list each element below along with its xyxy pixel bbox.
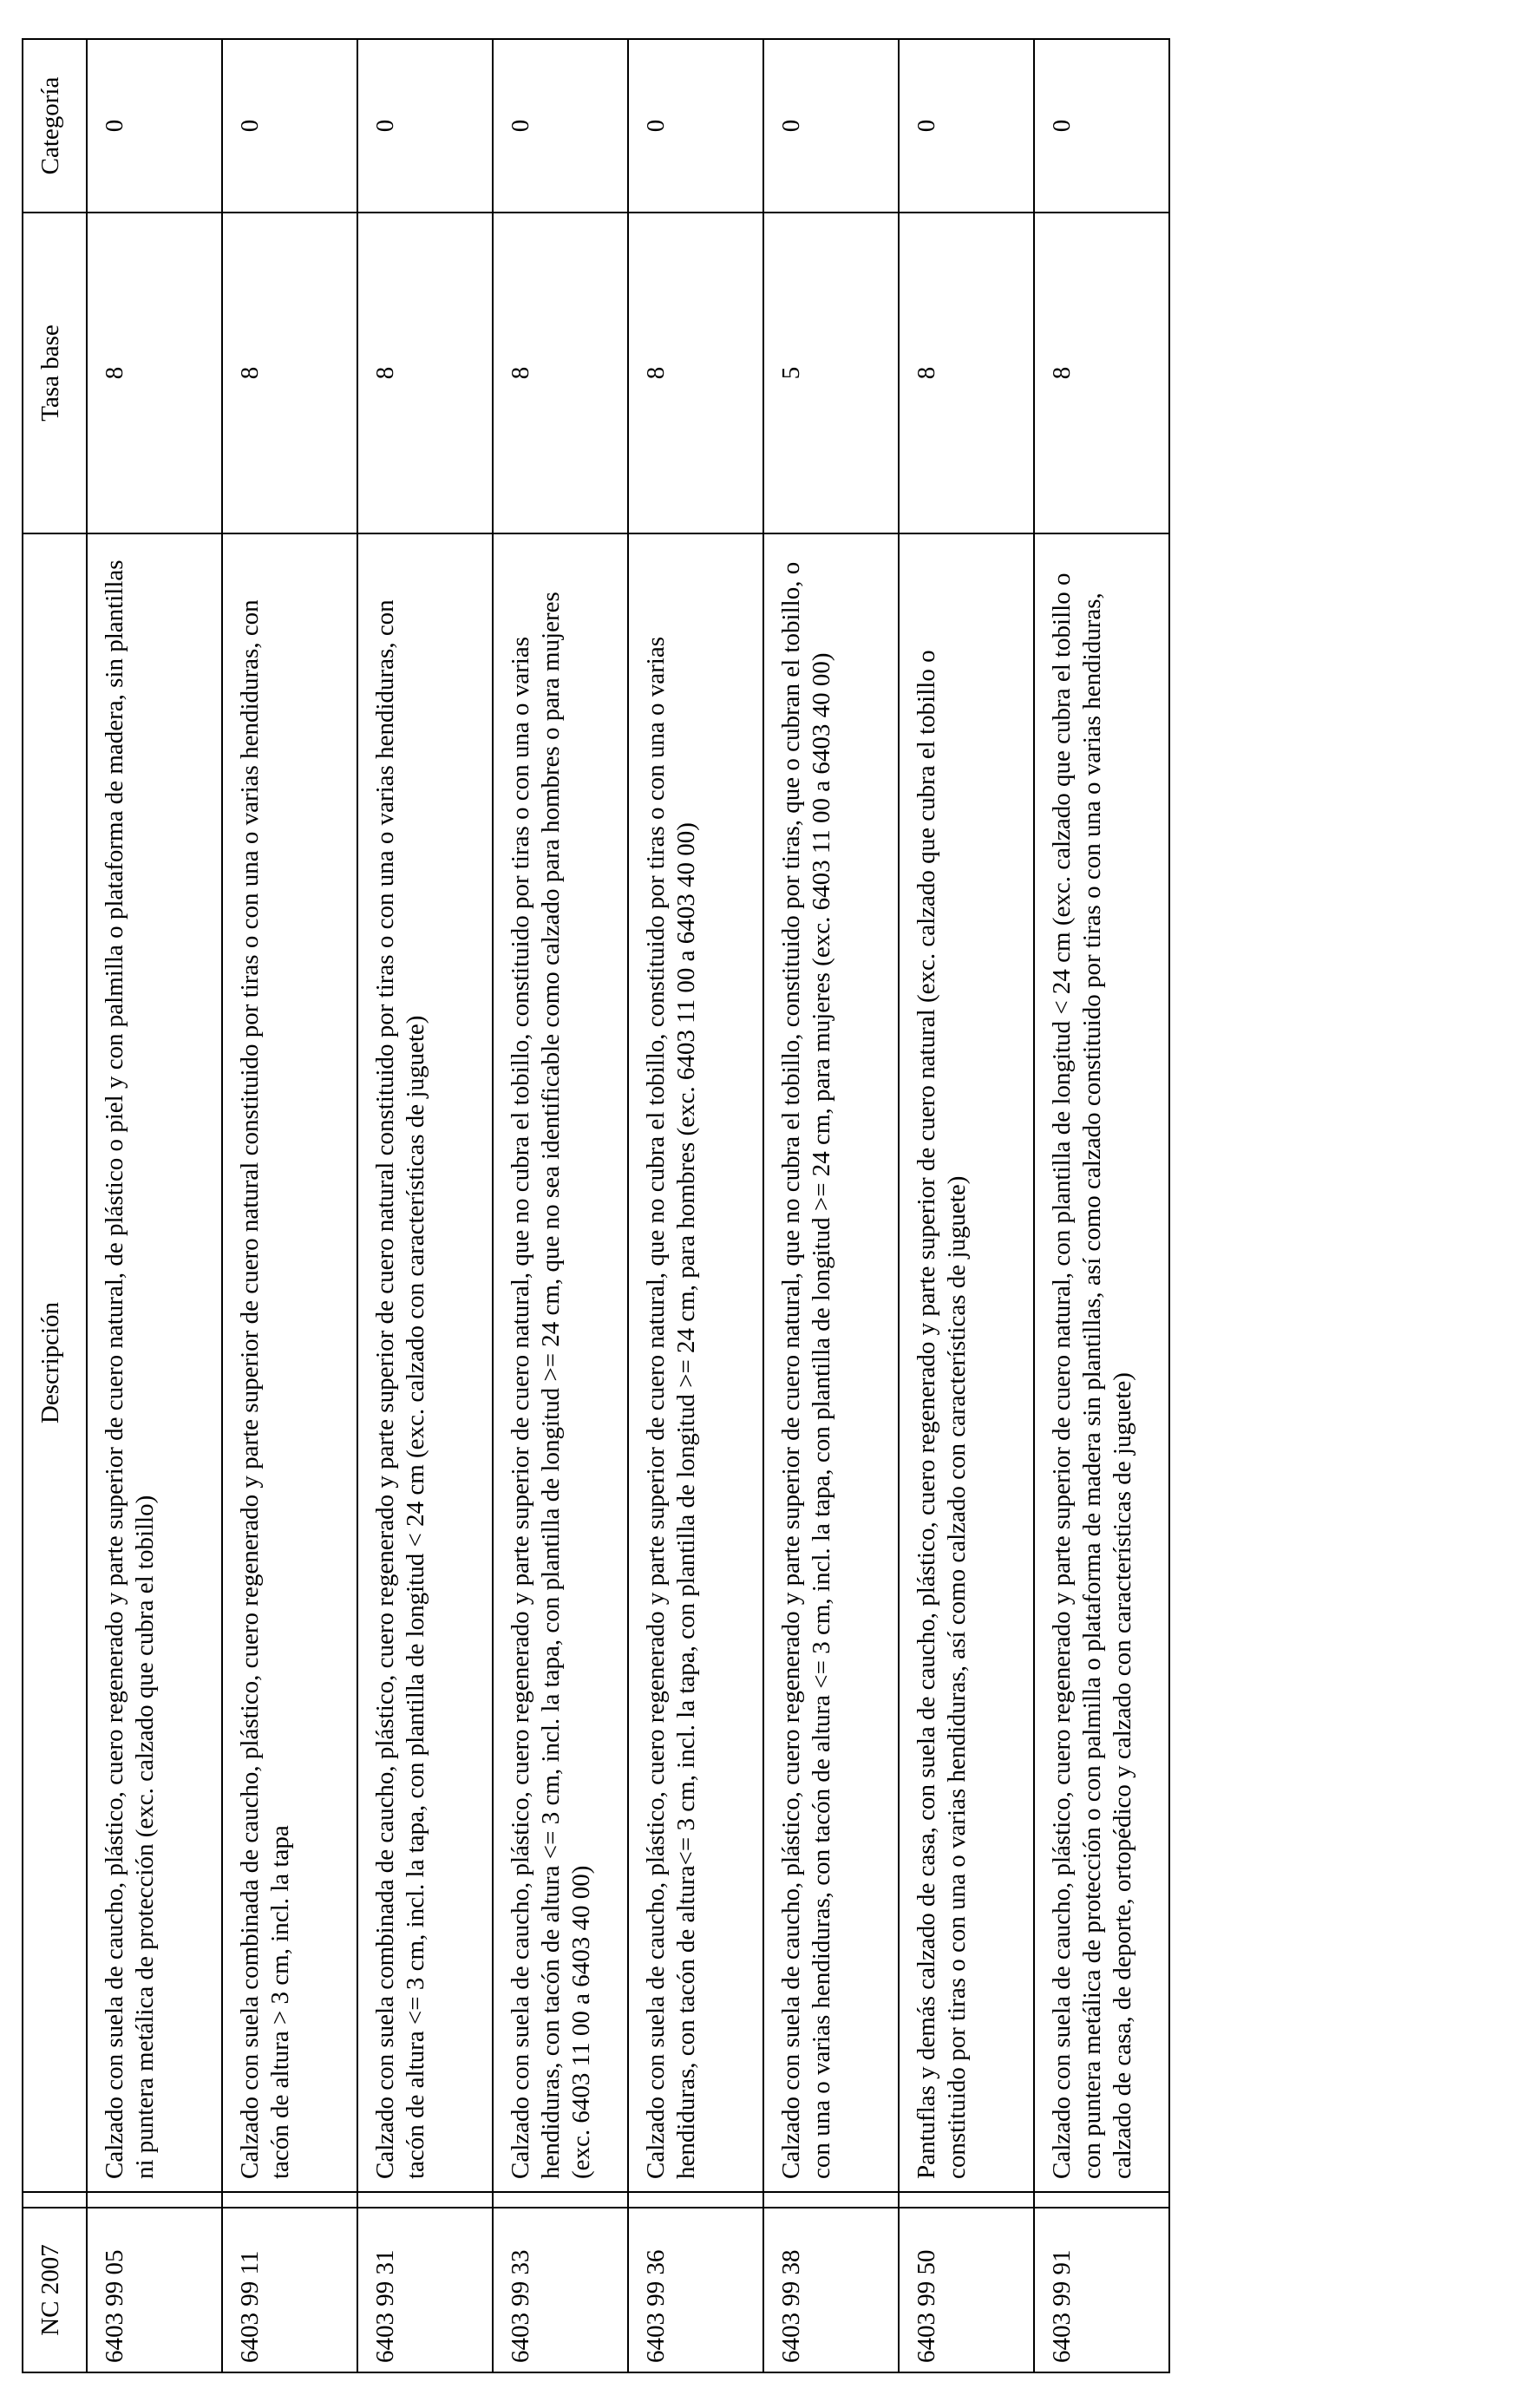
- cell-spacer: [493, 2192, 628, 2208]
- cell-description: Calzado con suela de caucho, plástico, cuero regenerado y parte superior de cuero natural, con plantilla de longitud < 24 cm (exc. calzado que cubra el tobillo o con puntera metálica de protección o con palmilla o plataforma de madera sin plantillas, así como calzado constituido por tiras o con una o varias hendiduras, calzado de casa, de deporte, ortopédico y calzado con características de juguete): [1034, 533, 1169, 2192]
- cell-spacer: [222, 2192, 357, 2208]
- cell-tasa-base: 8: [628, 213, 763, 533]
- cell-code: 6403 99 36: [628, 2208, 763, 2372]
- header-nc-2007: NC 2007: [23, 2208, 87, 2372]
- header-spacer: [23, 2192, 87, 2208]
- cell-code: 6403 99 31: [357, 2208, 493, 2372]
- cell-categoria: 0: [222, 39, 357, 213]
- cell-description: Calzado con suela de caucho, plástico, cuero regenerado y parte superior de cuero natural, que no cubra el tobillo, constituido por tiras, que o cubran el tobillo, o con una o varias hendiduras, con tacón de altura <= 3 cm, incl. la tapa, con plantilla de longitud >= 24 cm, para mujeres (exc. 6403 11 00 a 6403 40 00): [763, 533, 899, 2192]
- table-row: [899, 39, 1034, 2372]
- cell-description: Calzado con suela de caucho, plástico, cuero regenerado y parte superior de cuero natural, que no cubra el tobillo, constituido por tiras o con una o varias hendiduras, con tacón de altura <= 3 cm, incl. la tapa, con plantilla de longitud >= 24 cm, que no sea identificable como calzado para hombres o para mujeres (exc. 6403 11 00 a 6403 40 00): [493, 533, 628, 2192]
- cell-categoria: 0: [763, 39, 899, 213]
- cell-spacer: [1034, 2192, 1169, 2208]
- cell-tasa-base: 8: [1034, 213, 1169, 533]
- cell-spacer: [357, 2192, 493, 2208]
- cell-description: Calzado con suela de caucho, plástico, cuero regenerado y parte superior de cuero natural, de plástico o piel y con palmilla o plataforma de madera, sin plantillas ni puntera metálica de protección (exc. calzado que cubra el tobillo): [87, 533, 222, 2192]
- cell-tasa-base: 8: [87, 213, 222, 533]
- header-descripcion: Descripción: [23, 533, 87, 2192]
- cell-code: 6403 99 38: [763, 2208, 899, 2372]
- cell-categoria: 0: [357, 39, 493, 213]
- cell-description: Calzado con suela de caucho, plástico, cuero regenerado y parte superior de cuero natural, que no cubra el tobillo, constituido por tiras o con una o varias hendiduras, con tacón de altura<= 3 cm, incl. la tapa, con plantilla de longitud >= 24 cm, para hombres (exc. 6403 11 00 a 6403 40 00): [628, 533, 763, 2192]
- cell-categoria: 0: [493, 39, 628, 213]
- cell-tasa-base: 5: [763, 213, 899, 533]
- cell-code: 6403 99 11: [222, 2208, 357, 2372]
- tariff-table: [22, 38, 1170, 2373]
- cell-categoria: 0: [1034, 39, 1169, 213]
- table-row: [628, 39, 763, 2372]
- cell-tasa-base: 8: [493, 213, 628, 533]
- cell-spacer: [899, 2192, 1034, 2208]
- table-header-row: [23, 39, 87, 2372]
- cell-spacer: [763, 2192, 899, 2208]
- cell-code: 6403 99 91: [1034, 2208, 1169, 2372]
- cell-tasa-base: 8: [899, 213, 1034, 533]
- cell-code: 6403 99 33: [493, 2208, 628, 2372]
- cell-categoria: 0: [899, 39, 1034, 213]
- table-row: [1034, 39, 1169, 2372]
- cell-description: Calzado con suela combinada de caucho, plástico, cuero regenerado y parte superior de cuero natural constituido por tiras o con una o varias hendiduras, con tacón de altura > 3 cm, incl. la tapa: [222, 533, 357, 2192]
- table-row: [87, 39, 222, 2372]
- cell-tasa-base: 8: [222, 213, 357, 533]
- cell-categoria: 0: [628, 39, 763, 213]
- cell-code: 6403 99 05: [87, 2208, 222, 2372]
- cell-spacer: [628, 2192, 763, 2208]
- cell-spacer: [87, 2192, 222, 2208]
- cell-description: Calzado con suela combinada de caucho, plástico, cuero regenerado y parte superior de cuero natural constituido por tiras o con una o varias hendiduras, con tacón de altura <= 3 cm, incl. la tapa, con plantilla de longitud < 24 cm (exc. calzado con características de juguete): [357, 533, 493, 2192]
- table-row: [493, 39, 628, 2372]
- table-row: [222, 39, 357, 2372]
- cell-categoria: 0: [87, 39, 222, 213]
- cell-tasa-base: 8: [357, 213, 493, 533]
- table-row: [763, 39, 899, 2372]
- header-tasa-base: Tasa base: [23, 213, 87, 533]
- cell-description: Pantuflas y demás calzado de casa, con suela de caucho, plástico, cuero regenerado y parte superior de cuero natural (exc. calzado que cubra el tobillo o constituido por tiras o con una o varias hendiduras, así como calzado con características de juguete): [899, 533, 1034, 2192]
- cell-code: 6403 99 50: [899, 2208, 1034, 2372]
- table-row: [357, 39, 493, 2372]
- header-categoria: Categoría: [23, 39, 87, 213]
